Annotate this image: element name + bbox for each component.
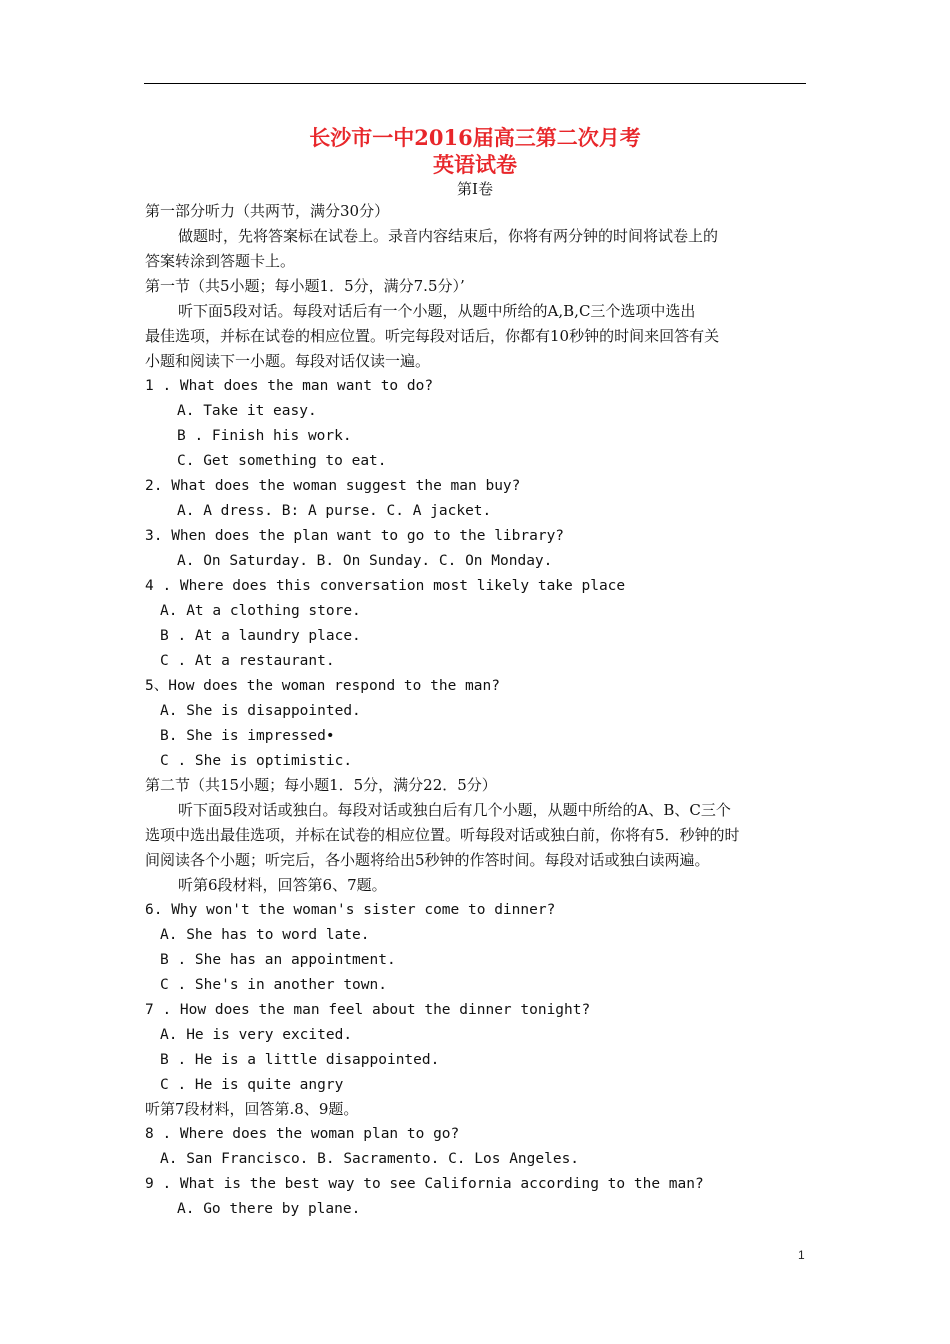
instruction-line: 答案转涂到答题卡上。	[145, 252, 296, 270]
answer-option: C . At a restaurant.	[160, 653, 335, 669]
answer-option: B . At a laundry place.	[160, 628, 361, 644]
instruction-line: 间阅读各个小题；听完后，各小题将给出5秒钟的作答时间。每段对话或独白读两遍。	[145, 851, 710, 869]
question: 8 . Where does the woman plan to go?	[145, 1126, 460, 1142]
answer-option: C . She is optimistic.	[160, 753, 353, 769]
answer-option: B . She has an appointment.	[160, 952, 396, 968]
answer-option: C. Get something to eat.	[177, 453, 387, 469]
answer-option: A. Go there by plane.	[177, 1201, 361, 1217]
question: 2. What does the woman suggest the man buy?	[145, 478, 521, 494]
section-heading: 第一节（共5小题；每小题1．5分，满分7.5分）’	[145, 277, 465, 295]
answer-option: B. She is impressed•	[160, 728, 335, 744]
page-number: 1	[798, 1248, 805, 1262]
question: 6. Why won't the woman's sister come to dinner?	[145, 902, 556, 918]
question: 7 . How does the man feel about the dinner tonight?	[145, 1002, 591, 1018]
header-rule	[144, 83, 806, 84]
instruction-line: 最佳选项，并标在试卷的相应位置。听完每段对话后，你都有10秒钟的时间来回答有关	[145, 327, 720, 345]
section-heading: 第二节（共15小题；每小题1．5分，满分22．5分）	[145, 776, 497, 794]
answer-option: A. At a clothing store.	[160, 603, 361, 619]
question: 9 . What is the best way to see California according to the man?	[145, 1176, 704, 1192]
question: 3. When does the plan want to go to the library?	[145, 528, 565, 544]
instruction-line: 听下面5段对话或独白。每段对话或独白后有几个小题，从题中所给的A、B、C三个	[178, 801, 731, 819]
answer-option: B . He is a little disappointed.	[160, 1052, 440, 1068]
answer-option: A. She is disappointed.	[160, 703, 361, 719]
answer-option: C . He is quite angry	[160, 1077, 344, 1093]
question: 5、How does the woman respond to the man?	[145, 678, 500, 694]
answer-option: A. On Saturday. B. On Sunday. C. On Monday.	[177, 553, 553, 569]
material-heading: 听第7段材料，回答第.8、9题。	[145, 1100, 359, 1118]
answer-option: A. She has to word late.	[160, 927, 370, 943]
answer-option: A. He is very excited.	[160, 1027, 353, 1043]
answer-option: A. Take it easy.	[177, 403, 317, 419]
exam-title: 长沙市一中2016届高三第二次月考	[309, 125, 641, 150]
part-heading: 第一部分听力（共两节，满分30分）	[145, 202, 390, 220]
question: 1 . What does the man want to do?	[145, 378, 434, 394]
material-heading: 听第6段材料，回答第6、7题。	[178, 876, 387, 894]
answer-option: A. San Francisco. B. Sacramento. C. Los Angeles.	[160, 1151, 580, 1167]
instruction-line: 做题时，先将答案标在试卷上。录音内容结束后，你将有两分钟的时间将试卷上的	[178, 227, 719, 245]
instruction-line: 选项中选出最佳选项，并标在试卷的相应位置。听每段对话或独白前，你将有5．秒钟的时	[145, 826, 740, 844]
answer-option: C . She's in another town.	[160, 977, 387, 993]
instruction-line: 小题和阅读下一小题。每段对话仅读一遍。	[145, 352, 431, 370]
volume-label: 第I卷	[457, 180, 493, 198]
question: 4 . Where does this conversation most likely take place	[145, 578, 626, 594]
instruction-line: 听下面5段对话。每段对话后有一个小题，从题中所给的A,B,C三个选项中选出	[178, 302, 696, 320]
answer-option: A. A dress. B: A purse. C. A jacket.	[177, 503, 492, 519]
exam-subtitle: 英语试卷	[433, 152, 517, 177]
answer-option: B . Finish his work.	[177, 428, 352, 444]
